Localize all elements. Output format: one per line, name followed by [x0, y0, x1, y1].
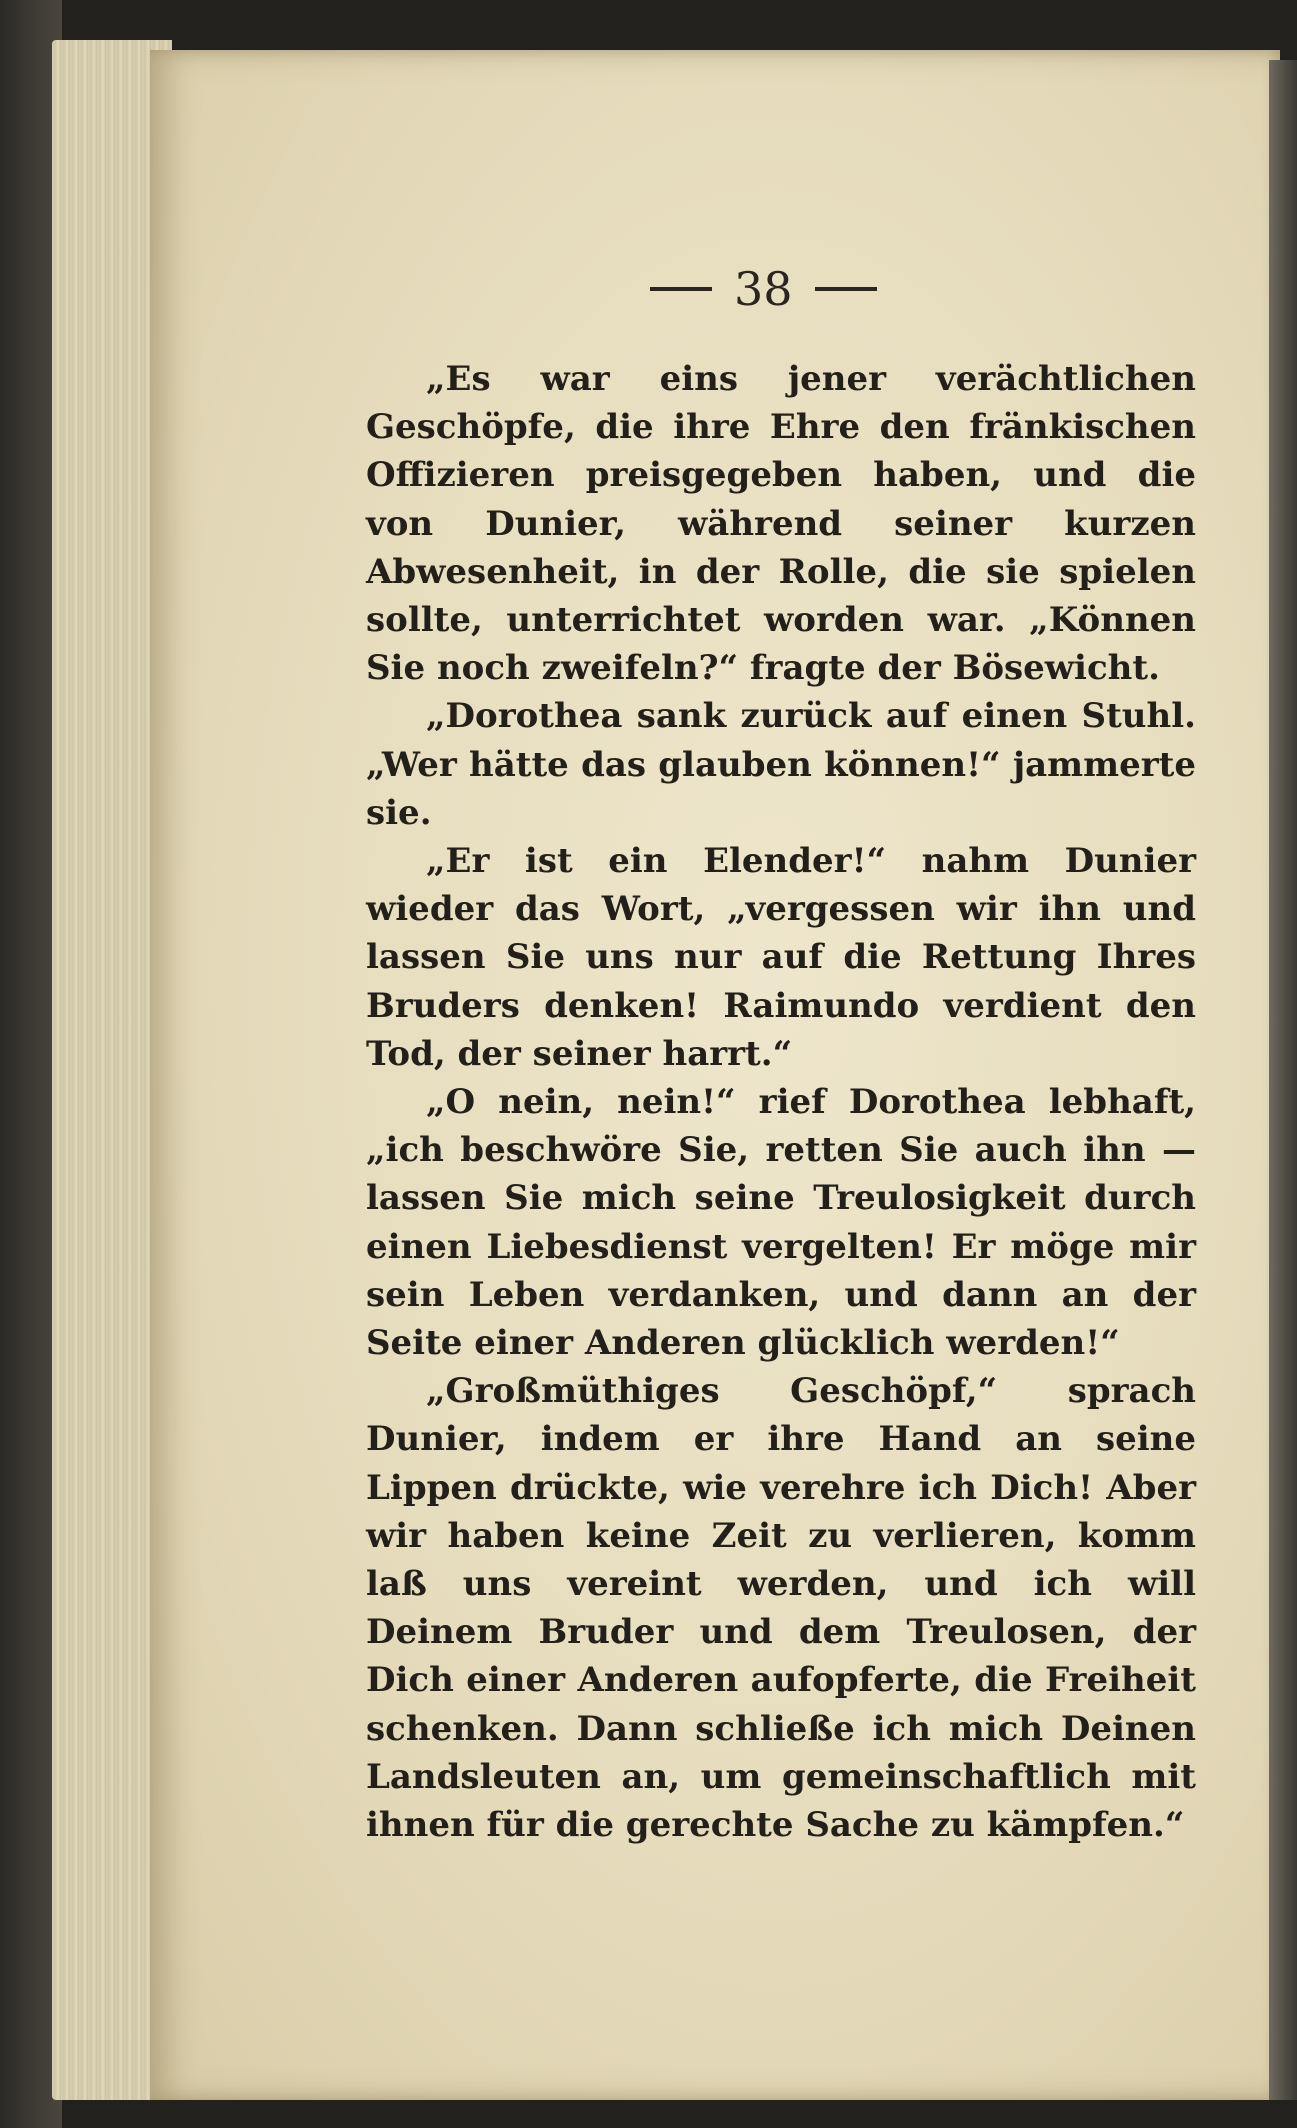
body-text [366, 355, 1196, 1849]
page-header [650, 262, 950, 316]
page-number: 38 [734, 262, 793, 316]
paragraph: „Dorothea sank zurück auf einen Stuhl. „Wer hätte das glauben können!“ jammerte sie. [366, 696, 1196, 833]
paragraph: „Großmüthiges Geschöpf,“ sprach Dunier, indem er ihre Hand an seine Lippen drückte, wie verehre ich Dich! Aber wir haben keine Zeit zu verlieren, komm laß uns vereint werden, und ich will Deinem Bruder und dem Treulosen, der Dich einer Anderen aufopferte, die Freiheit schenken. Dann schließe ich mich Deinen Landsleuten an, um gemeinschaftlich mit ihnen für die gerechte Sache zu kämpfen.“ [366, 1371, 1196, 1846]
header-dash-right [815, 287, 877, 291]
paragraph: „Er ist ein Elender!“ nahm Dunier wieder das Wort, „vergessen wir ihn und lassen Sie uns nur auf die Rettung Ihres Bruders denken! Raimundo verdient den Tod, der seiner harrt.“ [366, 841, 1196, 1074]
paragraph: „Es war eins jener verächtlichen Geschöpfe, die ihre Ehre den fränkischen Offizieren preisgegeben haben, und die von Dunier, während seiner kurzen Abwesenheit, in der Rolle, die sie spielen sollte, unterrichtet worden war. „Können Sie noch zweifeln?“ fragte der Bösewicht. [366, 359, 1196, 689]
right-page-edge [1269, 60, 1297, 2100]
header-dash-left [650, 287, 712, 291]
paragraph: „O nein, nein!“ rief Dorothea lebhaft, „ich beschwöre Sie, retten Sie auch ihn — lassen Sie mich seine Treulosigkeit durch einen Liebesdienst vergelten! Er möge mir sein Leben verdanken, und dann an der Seite einer Anderen glücklich werden!“ [366, 1082, 1196, 1364]
